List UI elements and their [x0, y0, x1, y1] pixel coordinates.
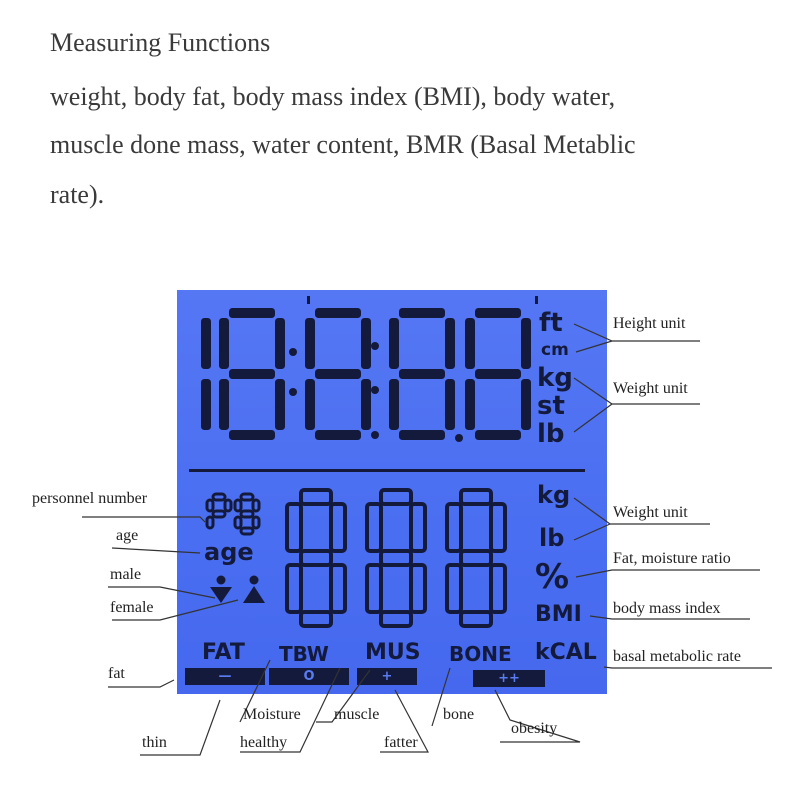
intro-line-2: muscle done mass, water content, BMR (Basal Metablic	[50, 130, 636, 159]
intro-line-1: weight, body fat, body mass index (BMI), body water,	[50, 82, 616, 111]
age-label: age	[204, 538, 254, 566]
category-tbw: TBW	[279, 642, 329, 666]
scale-bar-healthy: O	[269, 668, 349, 685]
scale-bar-fatter: +	[357, 668, 417, 685]
category-bone: BONE	[449, 642, 512, 666]
unit-kg: kg	[537, 363, 573, 393]
label-weight-unit-top: Weight unit	[613, 380, 688, 397]
label-fatter: fatter	[384, 734, 418, 751]
label-healthy: healthy	[240, 734, 288, 751]
unit-lb-lower: lb	[539, 524, 565, 552]
scale-bar-thin: —	[185, 668, 265, 685]
label-age: age	[116, 527, 139, 544]
label-female: female	[110, 599, 154, 616]
label-personnel-number: personnel number	[32, 490, 148, 507]
label-weight-unit-bottom: Weight unit	[613, 504, 688, 521]
label-basal-metabolic-rate: basal metabolic rate	[613, 648, 741, 665]
label-muscle: muscle	[334, 706, 380, 723]
label-bone: bone	[443, 706, 475, 723]
unit-percent: %	[535, 557, 570, 597]
label-male: male	[110, 566, 142, 583]
scale-bar-obesity: ++	[473, 670, 545, 687]
label-height-unit: Height unit	[613, 315, 686, 332]
label-fat-moisture-ratio: Fat, moisture ratio	[613, 550, 731, 567]
label-thin: thin	[142, 734, 167, 751]
category-fat: FAT	[202, 640, 245, 665]
unit-st: st	[537, 391, 565, 421]
label-obesity: obesity	[511, 720, 558, 737]
label-body-mass-index: body mass index	[613, 600, 721, 617]
label-moisture: Moisture	[243, 706, 301, 723]
unit-bmi: BMI	[535, 602, 582, 627]
unit-cm: cm	[541, 340, 569, 360]
category-mus: MUS	[365, 640, 421, 665]
unit-lb: lb	[537, 419, 565, 449]
intro-title: Measuring Functions	[50, 28, 271, 57]
unit-kcal: kCAL	[535, 640, 597, 665]
unit-ft: ft	[539, 308, 563, 338]
intro-line-3: rate).	[50, 180, 105, 209]
unit-kg-lower: kg	[537, 481, 571, 509]
label-fat: fat	[108, 665, 125, 682]
